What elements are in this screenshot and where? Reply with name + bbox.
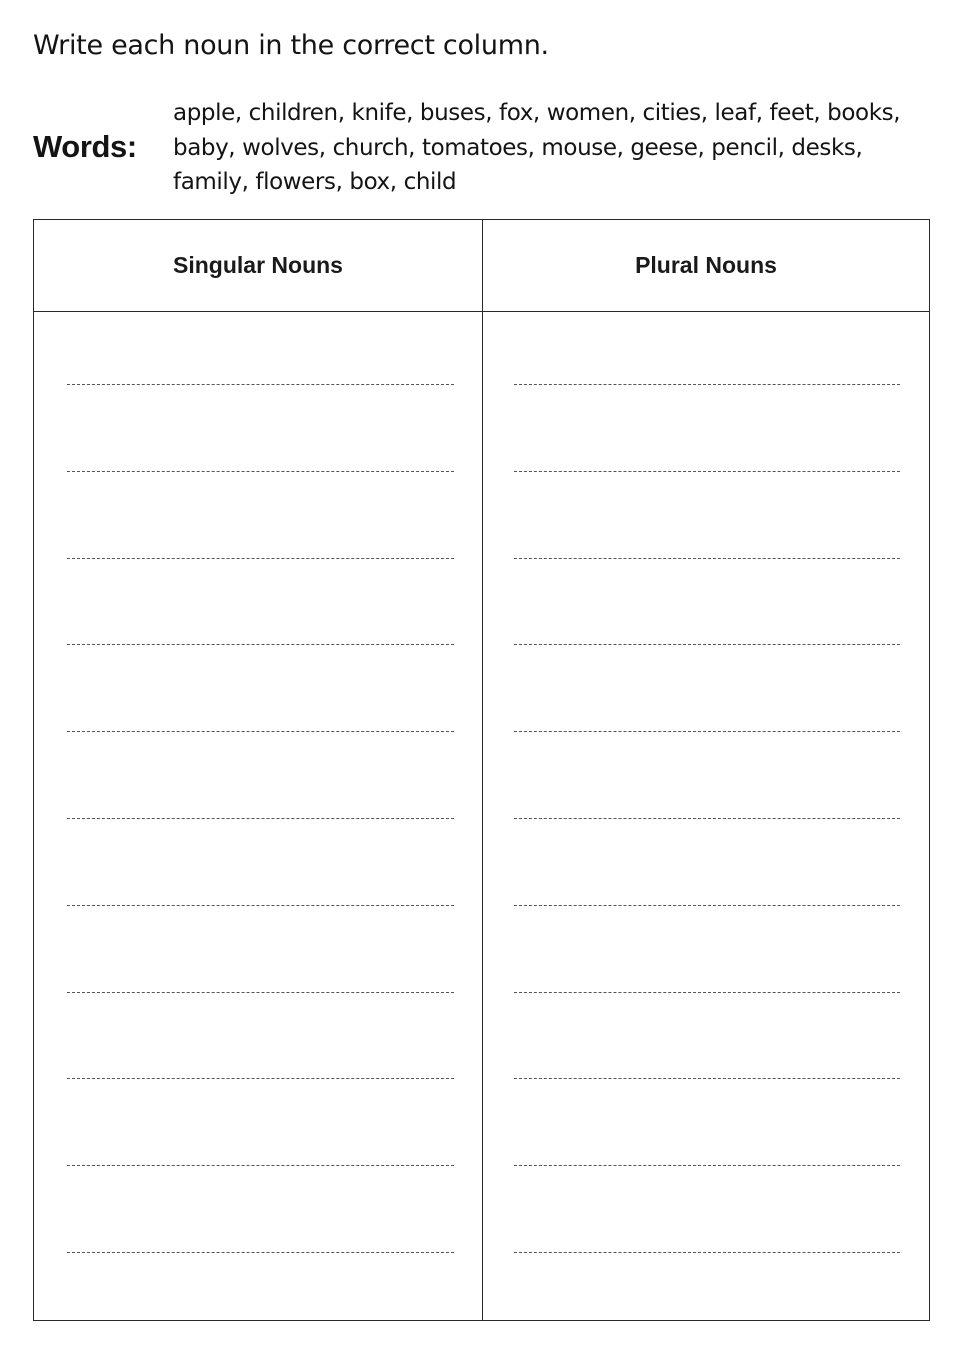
singular-answer-line[interactable] bbox=[67, 1252, 454, 1253]
plural-column-header: Plural Nouns bbox=[635, 252, 777, 278]
plural-answer-line[interactable] bbox=[514, 644, 900, 645]
singular-answer-line[interactable] bbox=[67, 992, 454, 993]
singular-answer-line[interactable] bbox=[67, 384, 454, 385]
plural-answer-line[interactable] bbox=[514, 1165, 900, 1166]
singular-answer-line[interactable] bbox=[67, 818, 454, 819]
noun-sorting-table bbox=[33, 219, 930, 1321]
plural-answer-line[interactable] bbox=[514, 905, 900, 906]
singular-answer-line[interactable] bbox=[67, 1165, 454, 1166]
column-divider bbox=[482, 220, 483, 1320]
singular-answer-line[interactable] bbox=[67, 471, 454, 472]
singular-column-header: Singular Nouns bbox=[173, 252, 343, 278]
singular-answer-line[interactable] bbox=[67, 644, 454, 645]
singular-answer-line[interactable] bbox=[67, 558, 454, 559]
singular-answer-line[interactable] bbox=[67, 731, 454, 732]
plural-answer-line[interactable] bbox=[514, 384, 900, 385]
plural-answer-line[interactable] bbox=[514, 818, 900, 819]
singular-answer-line[interactable] bbox=[67, 905, 454, 906]
plural-answer-line[interactable] bbox=[514, 992, 900, 993]
plural-answer-line[interactable] bbox=[514, 471, 900, 472]
header-divider bbox=[34, 311, 929, 312]
words-label: Words: bbox=[33, 129, 137, 164]
plural-answer-line[interactable] bbox=[514, 558, 900, 559]
singular-answer-line[interactable] bbox=[67, 1078, 454, 1079]
plural-answer-line[interactable] bbox=[514, 1252, 900, 1253]
worksheet-instruction: Write each noun in the correct column. bbox=[33, 30, 549, 61]
plural-answer-line[interactable] bbox=[514, 1078, 900, 1079]
plural-answer-line[interactable] bbox=[514, 731, 900, 732]
word-bank: apple, children, knife, buses, fox, women, cities, leaf, feet, books, baby, wolves, church, tomatoes, mouse, geese, pencil, desks, family, flowers, box, child bbox=[173, 100, 901, 195]
